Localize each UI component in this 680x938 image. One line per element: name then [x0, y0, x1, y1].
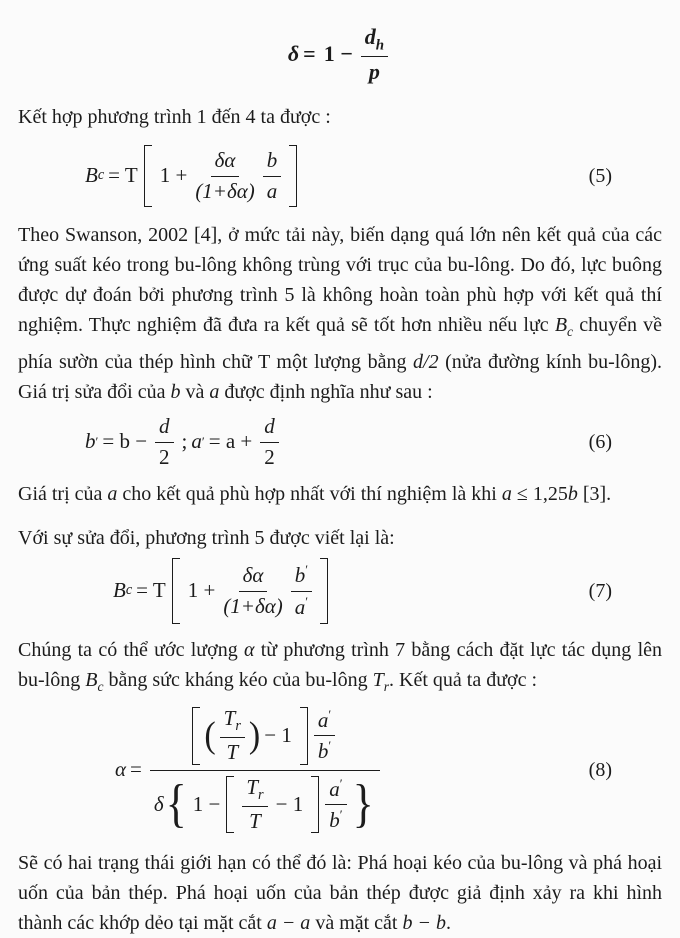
math-var: p [368, 59, 380, 85]
math-var-T: T [372, 669, 384, 691]
prime-mark: ′ [201, 434, 205, 450]
math-operator: = T [108, 163, 138, 188]
math-var: b [85, 429, 96, 454]
math-operator: 1 + [187, 578, 216, 603]
prime-mark: ′ [95, 434, 99, 450]
right-paren: ) [248, 714, 261, 756]
prime-mark: ′ [305, 593, 309, 609]
math-expr: d/2 [413, 351, 439, 373]
math-var: a [107, 483, 118, 505]
text-segment: chuyển về phía sườn của thép hình chữ T một lượng bằng [18, 314, 662, 373]
math-separator: ; [181, 429, 188, 454]
prime-mark: ′ [339, 775, 343, 791]
equation-number: (5) [588, 165, 612, 187]
text-segment: (nửa đường kính bu-lông). Giá trị sửa đổi của [18, 351, 662, 403]
equation-number: (6) [588, 431, 612, 453]
math-subscript: c [97, 167, 105, 184]
math-operator: = b − [102, 429, 148, 454]
document-page [0, 20, 680, 938]
fraction [195, 148, 254, 203]
text-segment: . Kết quả ta được : [389, 669, 538, 691]
text-segment: bằng sức kháng kéo của bu-lông [103, 669, 373, 691]
fraction [155, 414, 174, 469]
paragraph-intro [18, 102, 662, 132]
math-num: 2 [159, 444, 170, 469]
math-var: b [170, 381, 181, 403]
math-var: d [260, 414, 279, 442]
text-segment: từ phương trình 7 bằng cách đặt lực tác dụng lên bu-lông [18, 639, 663, 691]
math-operator: = T [136, 578, 166, 603]
text-segment: Giá trị của [18, 483, 108, 505]
text-segment: được định nghĩa như sau : [219, 381, 433, 403]
fraction [223, 563, 282, 618]
math-operator: − 1 [264, 723, 292, 748]
math-var: b [294, 563, 306, 588]
prime-mark: ′ [339, 806, 343, 822]
paragraph-a-value [18, 479, 662, 509]
math-var-T: T [249, 808, 261, 833]
math-var-delta: δ [153, 791, 164, 816]
equation-delta [18, 20, 662, 88]
math-operator: − 1 [275, 791, 304, 816]
equation-number: (7) [588, 580, 612, 602]
math-var: a [329, 776, 340, 801]
big-fraction [150, 706, 380, 834]
right-bracket [311, 776, 319, 834]
math-operator: = a + [208, 429, 253, 454]
text-segment: cho kết quả phù hợp nhất với thí nghiệm là khi [117, 483, 502, 505]
fraction [263, 148, 282, 203]
math-num: 2 [264, 444, 275, 469]
fraction [361, 24, 388, 85]
text-segment: và mặt cắt [310, 912, 403, 934]
math-var-T: T [226, 740, 239, 765]
math-var: b [329, 807, 340, 832]
math-var-alpha: α [243, 639, 255, 661]
fraction [260, 414, 279, 469]
fraction [242, 775, 267, 835]
fraction [314, 707, 335, 764]
fraction [325, 776, 346, 833]
equation-7 [18, 557, 662, 625]
math-expr: a − a [266, 912, 311, 934]
math-subscript: c [567, 324, 574, 339]
right-brace: } [352, 774, 374, 834]
fraction-denominator [150, 770, 380, 835]
math-subscript: c [125, 582, 133, 599]
math-expr: δα [239, 563, 268, 591]
right-bracket [289, 145, 297, 207]
math-var-B: B [85, 163, 98, 188]
text-segment: . [446, 912, 451, 934]
left-bracket [172, 558, 180, 624]
math-expr: (1+δα) [195, 178, 255, 203]
math-var: a [294, 594, 306, 619]
left-bracket [192, 707, 200, 765]
math-var-B: B [113, 578, 126, 603]
equation-number: (8) [588, 759, 612, 781]
math-var-T: T [223, 706, 236, 730]
text-segment: Với sự sửa đổi, phương trình 5 được viết lại là: [18, 527, 395, 549]
equation-5 [18, 144, 662, 208]
math-operator: 1 + [159, 163, 188, 188]
math-operator: 1 − [192, 791, 221, 816]
math-operator: = [303, 41, 316, 67]
right-bracket [320, 558, 328, 624]
math-var: d [155, 414, 174, 442]
left-brace: { [165, 774, 187, 834]
text-segment: Kết hợp phương trình 1 đến 4 ta được : [18, 106, 331, 128]
paragraph-estimate-alpha [18, 635, 662, 702]
left-paren: ( [204, 714, 216, 756]
math-var: b [263, 148, 282, 176]
math-var-B: B [554, 314, 568, 336]
text-segment: Theo Swanson, 2002 [4], ở mức tải này, biến dạng quá lớn nên kết quả của các ứng suất kéo trong bu-lông không trùng với trục của bu-lông. Do đó, lực buông được dự đoán bởi phương trình 5 là không hoàn toàn phù hợp với kết quả thí nghiệm. Thực nghiệm đã đưa ra kết quả sẽ tốt hơn nhiều nếu lực [18, 224, 662, 336]
math-var: d [364, 23, 376, 49]
math-var-delta: δ [287, 41, 300, 67]
math-var: a [209, 381, 220, 403]
math-var: a [266, 178, 278, 203]
prime-mark: ′ [328, 707, 332, 723]
math-var: a [317, 708, 329, 733]
math-expr: b − b [402, 912, 446, 934]
math-operator: = [130, 757, 142, 782]
equation-8 [18, 706, 662, 834]
left-bracket [144, 145, 152, 207]
math-var-alpha: α [115, 757, 127, 782]
fraction-numerator [182, 706, 347, 770]
text-segment: [3]. [577, 483, 612, 505]
math-expr: (1+δα) [223, 593, 283, 618]
math-subscript: h [375, 36, 385, 53]
math-var: a [191, 429, 202, 454]
math-operator: 1 − [323, 41, 353, 67]
math-var-B: B [85, 669, 98, 691]
paragraph-limit-states [18, 848, 662, 938]
math-subscript: r [235, 718, 241, 735]
prime-mark: ′ [328, 738, 332, 754]
fraction [220, 706, 245, 766]
right-bracket [300, 707, 308, 765]
paragraph-swanson [18, 220, 662, 407]
left-bracket [226, 776, 234, 834]
math-var: b [317, 739, 329, 764]
math-subscript: c [97, 679, 104, 694]
text-segment: Sẽ có hai trạng thái giới hạn có thể đó là: Phá hoại kéo của bu-lông và phá hoại uốn của bản thép. Phá hoại uốn của bản thép được giả định xảy ra khi hình thành các khớp dẻo tại mặt cắt [18, 852, 662, 934]
math-subscript: r [383, 679, 390, 694]
prime-mark: ′ [305, 562, 309, 578]
equation-6 [18, 413, 662, 471]
paragraph-rewrite [18, 523, 662, 553]
math-var-T: T [246, 774, 259, 799]
math-subscript: r [258, 786, 264, 803]
text-segment: Chúng ta có thể ước lượng [18, 639, 244, 661]
text-segment: và [180, 381, 210, 403]
math-var: b [567, 483, 578, 505]
math-expr: δα [211, 148, 240, 176]
fraction [291, 562, 312, 619]
math-var: a [501, 483, 512, 505]
text-segment: ≤ 1,25 [511, 483, 568, 505]
